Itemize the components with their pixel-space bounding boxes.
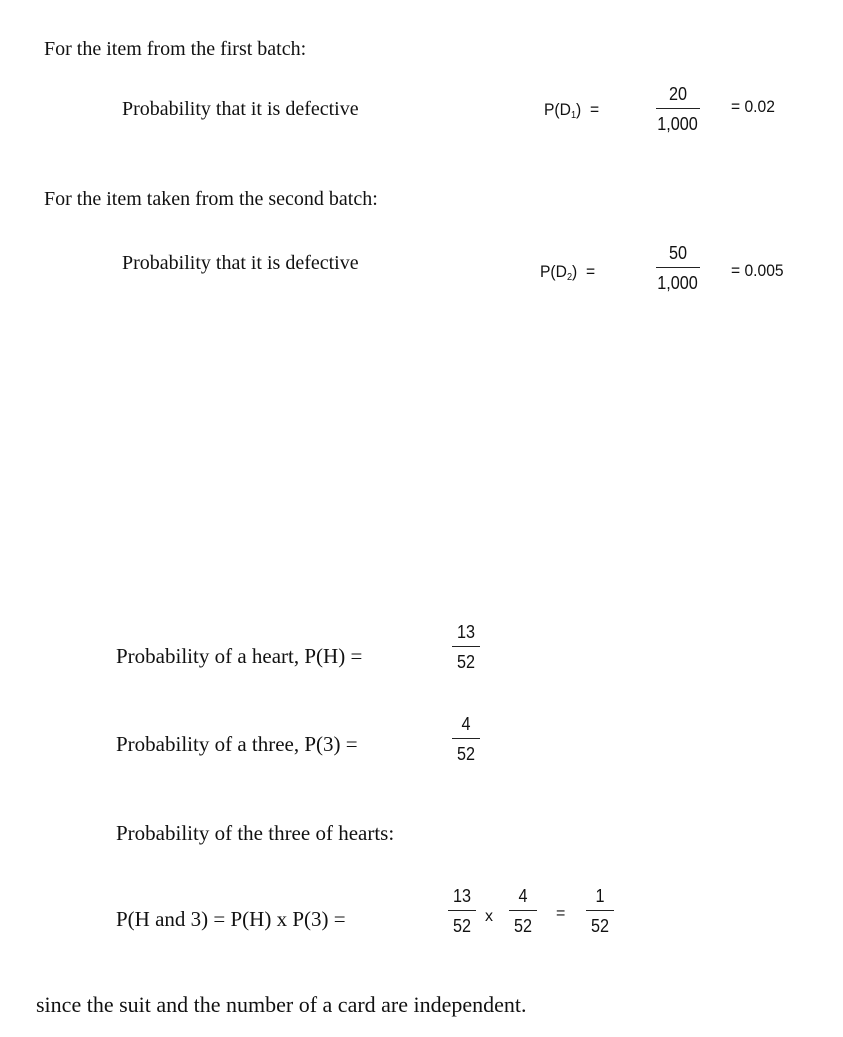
section1-fraction <box>650 84 706 134</box>
multiply-sign: x <box>485 908 493 925</box>
three-of-hearts-fraction-result <box>580 886 620 936</box>
section2-symbol: P(D2) = <box>540 262 596 283</box>
three-probability-label: Probability of a three, P(3) = <box>116 732 358 756</box>
fraction-denominator: 52 <box>513 916 533 937</box>
fraction-denominator: 52 <box>456 744 476 765</box>
fraction-numerator: 1 <box>595 886 605 906</box>
fraction-numerator: 20 <box>668 84 688 104</box>
fraction-bar <box>452 738 480 739</box>
section2-heading: For the item taken from the second batch: <box>44 188 378 210</box>
three-of-hearts-fraction-2 <box>503 886 543 936</box>
section1-label: Probability that it is defective <box>122 98 359 120</box>
three-of-hearts-fraction-1 <box>441 886 483 936</box>
section1-result: = 0.02 <box>731 97 775 116</box>
section2-label: Probability that it is defective <box>122 252 359 274</box>
fraction-bar <box>656 108 700 109</box>
fraction-denominator: 1,000 <box>657 114 699 135</box>
fraction-denominator: 1,000 <box>657 273 699 294</box>
section1-heading: For the item from the first batch: <box>44 38 307 60</box>
section2-result: = 0.005 <box>731 261 784 280</box>
fraction-numerator: 4 <box>518 886 528 906</box>
fraction-denominator: 52 <box>456 652 476 673</box>
equals-sign: = <box>556 905 566 922</box>
conclusion-sentence: since the suit and the number of a card are independent. <box>36 992 527 1017</box>
heart-fraction <box>441 622 491 672</box>
fraction-bar <box>509 910 537 911</box>
fraction-numerator: 50 <box>668 243 688 263</box>
fraction-bar <box>448 910 476 911</box>
fraction-denominator: 52 <box>452 916 472 937</box>
fraction-bar <box>656 267 700 268</box>
three-fraction <box>441 714 491 764</box>
fraction-numerator: 13 <box>456 622 476 642</box>
three-of-hearts-equation-label: P(H and 3) = P(H) x P(3) = <box>116 907 346 931</box>
fraction-numerator: 4 <box>461 714 471 734</box>
fraction-numerator: 13 <box>452 886 472 906</box>
section1-symbol: P(D1) = <box>544 100 600 121</box>
three-of-hearts-heading: Probability of the three of hearts: <box>116 821 395 845</box>
fraction-denominator: 52 <box>590 916 610 937</box>
section2-fraction <box>650 243 706 293</box>
fraction-bar <box>586 910 614 911</box>
heart-probability-label: Probability of a heart, P(H) = <box>116 644 363 668</box>
fraction-bar <box>452 646 480 647</box>
